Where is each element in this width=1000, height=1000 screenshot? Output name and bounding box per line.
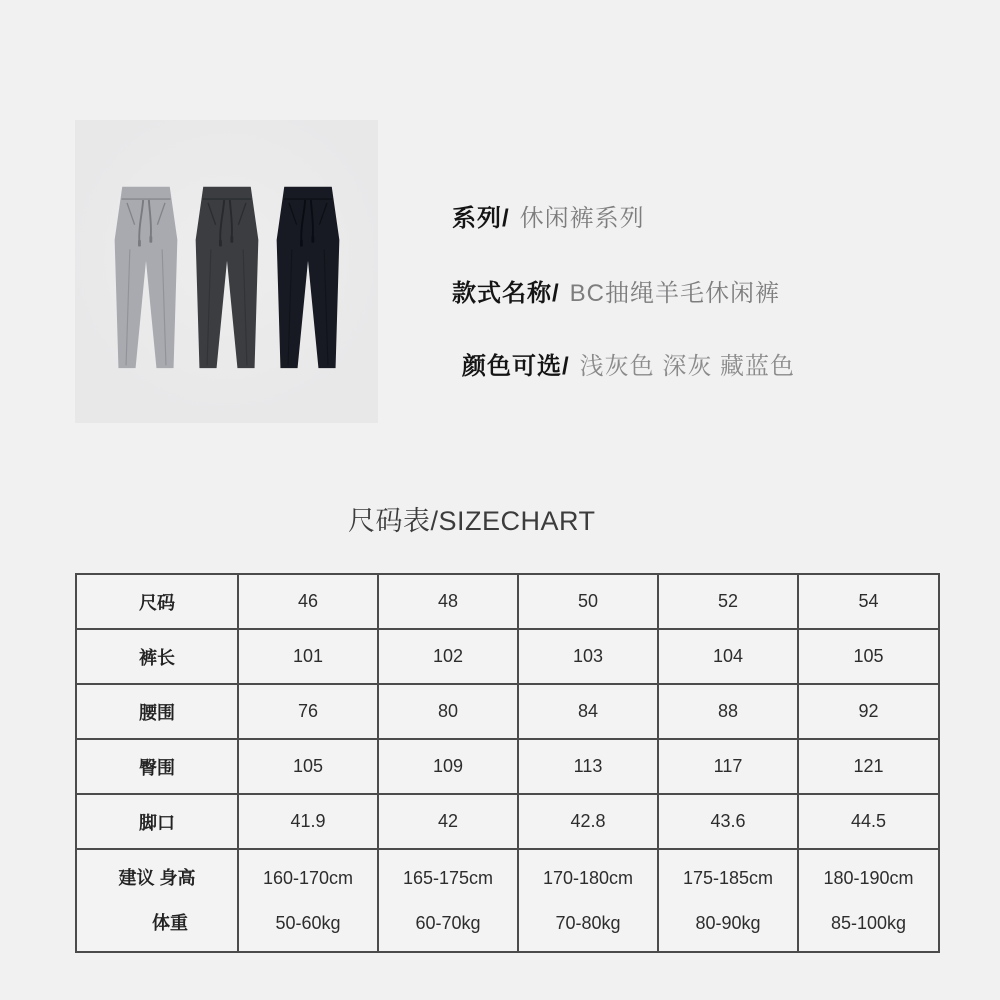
row-header-waist: 腰围 [76,684,238,739]
style-name-line [452,280,780,308]
row-header-size: 尺码 [76,574,238,629]
suggestion-header-weight: 体重 [152,912,188,933]
waist-cell: 80 [378,684,518,739]
suggestion-cell [378,849,518,952]
waist-cell: 88 [658,684,798,739]
suggestion-cell [518,849,658,952]
size-cell: 46 [238,574,378,629]
leg-opening-cell: 42.8 [518,794,658,849]
product-image [75,120,378,423]
row-header-suggestion [76,849,238,952]
suggested-height: 180-190cm [823,867,914,888]
size-chart-table [75,573,940,953]
leg-opening-cell: 43.6 [658,794,798,849]
row-header-leg-opening: 脚口 [76,794,238,849]
suggested-weight: 50-60kg [275,912,341,933]
suggestion-header-height: 建议 身高 [118,867,196,888]
waist-cell: 92 [798,684,939,739]
suggested-height: 170-180cm [542,867,634,888]
series-label: 系列/ [452,205,510,232]
suggestion-cell [658,849,798,952]
size-chart-title: 尺码表/SIZECHART [348,506,596,536]
table-row-leg-opening [76,794,939,849]
style-name-label: 款式名称/ [452,280,560,307]
series-value: 休闲裤系列 [519,205,645,232]
pant-length-cell: 103 [518,629,658,684]
leg-opening-cell: 44.5 [798,794,939,849]
color-options-line [462,353,795,381]
size-cell: 48 [378,574,518,629]
leg-opening-cell: 42 [378,794,518,849]
hip-cell: 121 [798,739,939,794]
row-header-hip: 臀围 [76,739,238,794]
pants-dark-gray-image [184,181,270,371]
size-cell: 52 [658,574,798,629]
pants-light-gray-image [103,181,189,371]
table-row-size [76,574,939,629]
color-options-value: 浅灰色 深灰 藏蓝色 [579,353,796,380]
pant-length-cell: 101 [238,629,378,684]
color-options-label: 颜色可选/ [462,353,570,380]
hip-cell: 113 [518,739,658,794]
pant-length-cell: 104 [658,629,798,684]
leg-opening-cell: 41.9 [238,794,378,849]
suggested-height: 175-185cm [682,867,774,888]
suggested-height: 160-170cm [262,867,354,888]
series-line [452,205,645,233]
suggested-weight: 85-100kg [830,912,907,933]
size-cell: 54 [798,574,939,629]
suggested-weight: 80-90kg [695,912,761,933]
table-row-suggested-height-weight [76,849,939,952]
size-cell: 50 [518,574,658,629]
hip-cell: 117 [658,739,798,794]
table-row-hip [76,739,939,794]
pant-length-cell: 105 [798,629,939,684]
style-name-value: BC抽绳羊毛休闲裤 [569,280,781,307]
hip-cell: 109 [378,739,518,794]
table-row-pant-length [76,629,939,684]
suggestion-cell [238,849,378,952]
suggested-weight: 60-70kg [415,912,481,933]
waist-cell: 76 [238,684,378,739]
table-row-waist [76,684,939,739]
pants-row [103,181,351,371]
row-header-pant-length: 裤长 [76,629,238,684]
hip-cell: 105 [238,739,378,794]
suggested-weight: 70-80kg [555,912,621,933]
suggestion-cell [798,849,939,952]
pants-navy-image [265,181,351,371]
suggested-height: 165-175cm [402,867,494,888]
pant-length-cell: 102 [378,629,518,684]
waist-cell: 84 [518,684,658,739]
